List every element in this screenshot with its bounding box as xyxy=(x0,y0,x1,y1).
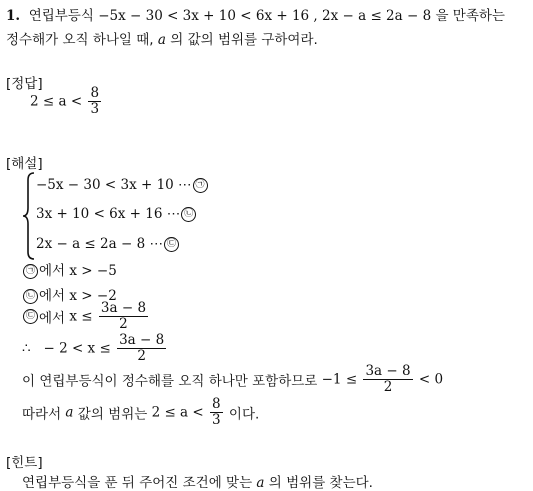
conclusion-1-expr-pre: −1 ≤ xyxy=(321,371,358,388)
step-3-frac-num: 3a − 8 xyxy=(100,300,147,316)
answer-fraction xyxy=(88,86,101,117)
problem-question-text: 의 값의 범위를 구하여라. xyxy=(170,32,318,48)
step-1-mark: ㉠ xyxy=(23,264,38,279)
problem-intro-suffix: 을 만족하는 xyxy=(435,8,505,24)
step-1 xyxy=(22,259,117,279)
problem-number: 1. xyxy=(6,8,21,24)
step-3-expr-pre: x ≤ xyxy=(69,308,93,325)
circled-mark-2: ㉡ xyxy=(181,207,196,222)
system-row-3 xyxy=(36,236,180,252)
hint-header: [힌트] xyxy=(6,455,43,471)
conclusion-1-fraction xyxy=(363,364,412,395)
conclusion-1 xyxy=(22,364,443,395)
system-brace xyxy=(22,172,36,260)
solution-header: [해설] xyxy=(6,156,43,172)
step-3-frac-den: 2 xyxy=(119,316,128,332)
answer-expression xyxy=(30,86,103,117)
conclusion-1-frac-num: 3a − 8 xyxy=(365,363,411,379)
therefore-frac-den: 2 xyxy=(137,348,146,364)
system-row-1-expr: −5x − 30 < 3x + 10 ⋯ xyxy=(36,177,192,193)
conclusion-2-text-mid: 값의 범위는 xyxy=(77,406,148,423)
problem-intro-text: 연립부등식 xyxy=(28,8,94,24)
therefore-frac-num: 3a − 8 xyxy=(119,332,165,348)
step-1-text: 에서 xyxy=(39,263,66,279)
conclusion-2-frac-num: 8 xyxy=(212,396,221,412)
conclusion-2-text-pre: 따라서 xyxy=(22,406,62,423)
answer-frac-num: 8 xyxy=(90,85,100,101)
conclusion-2-text-post: 이다. xyxy=(228,406,260,423)
step-3-fraction xyxy=(99,301,148,332)
hint-text xyxy=(22,471,373,491)
answer-header: [정답] xyxy=(6,76,43,92)
hint-var: a xyxy=(256,475,265,491)
step-3-mark: ㉢ xyxy=(23,309,38,324)
problem-variable: a xyxy=(157,32,166,48)
conclusion-2-expr-pre: 2 ≤ a < xyxy=(151,404,204,421)
problem-inequality: −5x − 30 < 3x + 10 < 6x + 16 , 2x − a ≤ 2a − 8 xyxy=(98,8,432,24)
conclusion-2 xyxy=(22,397,259,428)
therefore-expr-pre: − 2 < x ≤ xyxy=(43,340,111,357)
conclusion-1-text: 이 연립부등식이 정수해를 오직 하나만 포함하므로 xyxy=(22,373,318,390)
therefore-symbol: ∴ xyxy=(22,340,31,357)
step-3-text: 에서 xyxy=(39,310,66,327)
conclusion-2-frac-den: 3 xyxy=(212,412,221,428)
step-3 xyxy=(22,301,150,332)
system-row-2-expr: 3x + 10 < 6x + 16 ⋯ xyxy=(36,206,181,222)
conclusion-2-var: a xyxy=(65,404,74,421)
conclusion-2-fraction xyxy=(210,397,223,428)
answer-frac-den: 3 xyxy=(90,101,100,117)
hint-text-pre: 연립부등식을 푼 뒤 주어진 조건에 맞는 xyxy=(22,475,253,491)
system-row-3-expr: 2x − a ≤ 2a − 8 ⋯ xyxy=(36,236,163,252)
therefore-fraction xyxy=(117,333,166,364)
circled-mark-1: ㉠ xyxy=(193,178,208,193)
hint-text-post: 의 범위를 찾는다. xyxy=(268,475,373,491)
conclusion-1-frac-den: 2 xyxy=(383,379,393,395)
step-2-mark: ㉡ xyxy=(23,289,38,304)
circled-mark-3: ㉢ xyxy=(164,237,179,252)
problem-line-2 xyxy=(6,28,318,48)
system-row-2 xyxy=(36,206,197,222)
therefore-line xyxy=(22,333,168,364)
system-row-1 xyxy=(36,177,209,193)
step-2-expr: x > −2 xyxy=(69,288,117,304)
step-2-text: 에서 xyxy=(39,288,66,304)
conclusion-1-expr-post: < 0 xyxy=(418,371,444,388)
problem-condition-text: 정수해가 오직 하나일 때, xyxy=(6,32,154,48)
problem-line-1 xyxy=(6,4,505,24)
step-1-expr: x > −5 xyxy=(69,263,117,279)
answer-expr-pre: 2 ≤ a < xyxy=(30,93,83,110)
